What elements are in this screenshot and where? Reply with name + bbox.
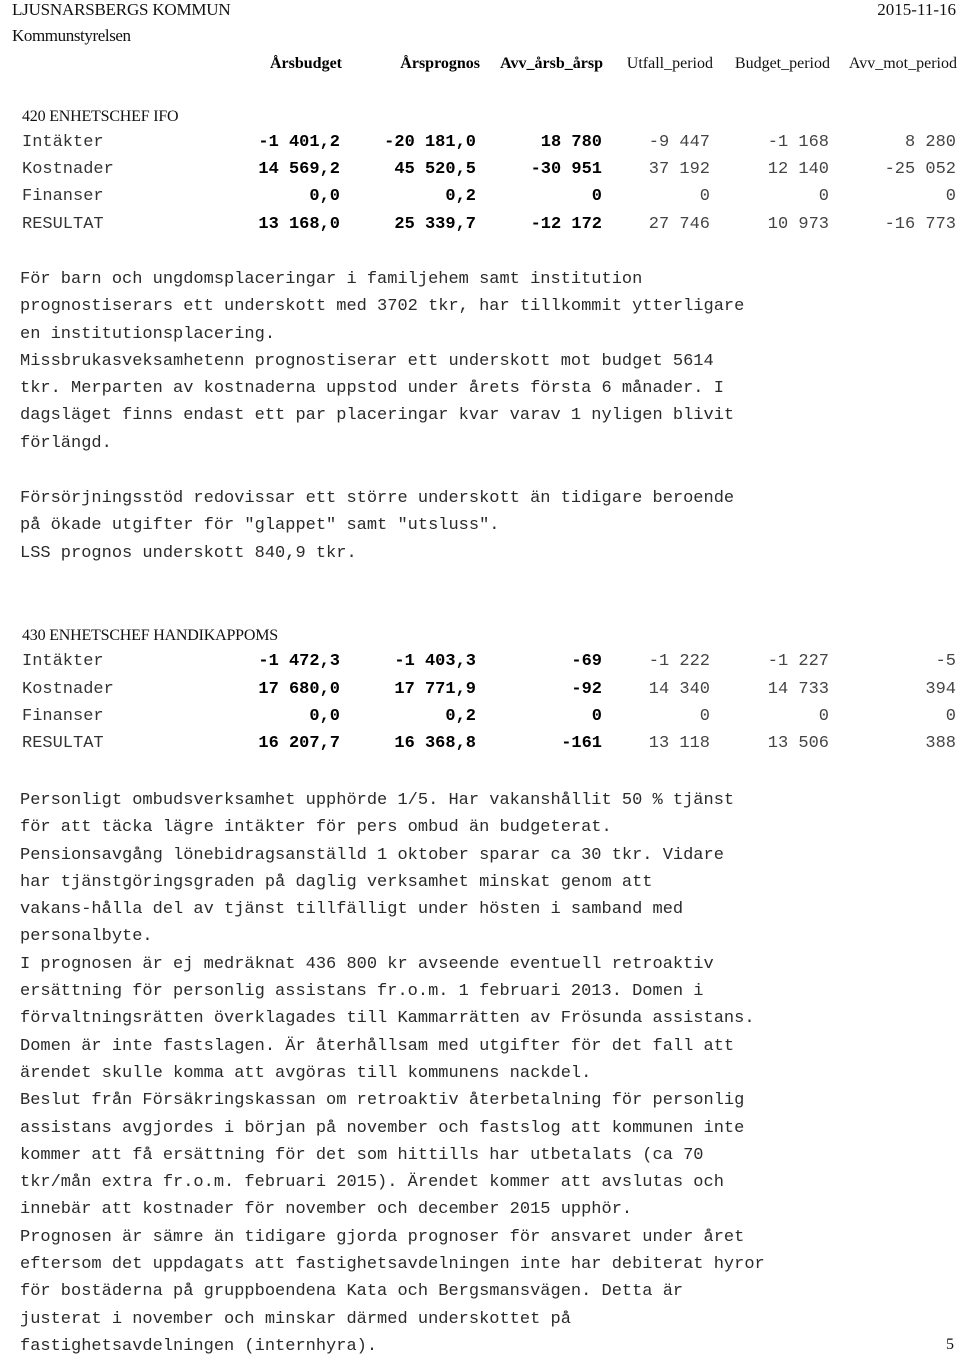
cell-utfall-period: 0: [699, 707, 710, 726]
cell-utfall-period: 37 192: [648, 160, 710, 179]
paragraph-line: justerat i november och minskar därmed underskottet på: [20, 1309, 571, 1329]
paragraph-line: tkr/mån extra fr.o.m. februari 2015). Ärendet kommer att avslutas och: [20, 1173, 724, 1193]
section-title-430: 430 ENHETSCHEF HANDIKAPPOMS: [22, 627, 278, 644]
column-header-utfall-period: Utfall_period: [626, 55, 713, 72]
paragraph-line: prognostiserars ett underskott med 3702 tkr, har tillkommit ytterligare: [20, 297, 745, 317]
cell-arsprognos: 25 339,7: [394, 215, 476, 234]
paragraph-line: Domen är inte fastslagen. Är återhållsam med utgifter för det fall att: [20, 1036, 735, 1056]
paragraph-line: LSS prognos underskott 840,9 tkr.: [20, 543, 357, 563]
cell-arsbudget: 0,0: [309, 187, 340, 206]
column-header-budget-period: Budget_period: [734, 55, 830, 72]
paragraph-line: Missbrukasveksamhetenn prognostiserar ett underskott mot budget 5614: [20, 351, 714, 371]
table-row-resultat: [0, 734, 960, 760]
row-label: Intäkter: [22, 133, 104, 152]
paragraph-line: Personligt ombudsverksamhet upphörde 1/5. Har vakanshållit 50 % tjänst: [20, 791, 735, 810]
cell-avv-mot-period: 8 280: [904, 133, 956, 152]
cell-arsbudget: -1 472,3: [258, 652, 340, 671]
paragraph-line: Prognosen är sämre än tidigare gjorda prognoser för ansvaret under året: [20, 1227, 745, 1247]
cell-budget-period: -1 227: [767, 652, 829, 671]
cell-arsprognos: 0,2: [445, 707, 476, 726]
cell-budget-period: 12 140: [767, 160, 829, 179]
cell-arsprognos: -1 403,3: [394, 652, 476, 671]
cell-arsbudget: 0,0: [309, 707, 340, 726]
paragraph-line: ärendet skulle komma att avgöras till kommunens nackdel.: [20, 1063, 592, 1083]
paragraph-line: fastighetsavdelningen (internhyra).: [20, 1336, 378, 1356]
paragraph-line: För barn och ungdomsplaceringar i familjehem samt institution: [20, 270, 643, 289]
cell-arsbudget: 14 569,2: [258, 160, 340, 179]
cell-utfall-period: -1 222: [648, 652, 710, 671]
paragraph-line: assistans avgjordes i början på november och fastslog att kommunen inte: [20, 1118, 745, 1138]
column-header-avv-mot-period: Avv_mot_period: [848, 55, 957, 72]
column-header-arsprognos: Årsprognos: [400, 55, 480, 72]
organization-name: LJUSNARSBERGS KOMMUN: [12, 0, 231, 19]
paragraph-line: tkr. Merparten av kostnaderna uppstod under årets första 6 månader. I: [20, 379, 724, 399]
department-name: Kommunstyrelsen: [12, 26, 131, 45]
paragraph-line: kommer att få ersättning för det som hittills har utbetalats (ca 70: [20, 1145, 704, 1165]
paragraph-line: har tjänstgöringsgraden på daglig verksamhet minskat genom att: [20, 872, 653, 892]
paragraph-line: förvaltningsrätten överklagades till Kammarrätten av Frösunda assistans.: [20, 1009, 755, 1029]
table-row-intakter: [0, 652, 960, 678]
table-row-finanser: [0, 707, 960, 733]
paragraph-line: personalbyte.: [20, 927, 153, 947]
table-row-kostnader: [0, 680, 960, 706]
row-label: Kostnader: [22, 160, 114, 179]
cell-avv-mot-period: 388: [925, 734, 956, 753]
cell-avv-mot-period: -25 052: [884, 160, 956, 179]
column-header-avv-arsb-arsp: Avv_årsb_årsp: [500, 55, 603, 72]
paragraph-line: dagsläget finns endast ett par placeringar kvar varav 1 nyligen blivit: [20, 406, 735, 426]
table-row-intakter: [0, 133, 960, 159]
paragraph-line: Pensionsavgång lönebidragsanställd 1 oktober sparar ca 30 tkr. Vidare: [20, 845, 724, 865]
paragraph-line: på ökade utgifter för "glappet" samt "utsluss".: [20, 516, 500, 536]
cell-avv-arsb-arsp: 0: [591, 187, 602, 206]
cell-avv-arsb-arsp: -69: [571, 652, 602, 671]
paragraph-line: för bostäderna på gruppboendena Kata och Bergsmansvägen. Detta är: [20, 1282, 684, 1302]
table-row-kostnader: [0, 160, 960, 186]
cell-budget-period: 0: [818, 187, 829, 206]
paragraph-line: förlängd.: [20, 433, 112, 453]
cell-utfall-period: 13 118: [648, 734, 710, 753]
cell-budget-period: 0: [818, 707, 829, 726]
cell-avv-arsb-arsp: -30 951: [530, 160, 602, 179]
cell-avv-arsb-arsp: 18 780: [540, 133, 602, 152]
cell-arsprognos: 17 771,9: [394, 680, 476, 699]
cell-avv-mot-period: 0: [945, 707, 956, 726]
commentary-paragraph: [20, 266, 960, 457]
table-row-finanser: [0, 187, 960, 213]
cell-avv-arsb-arsp: -12 172: [530, 215, 602, 234]
row-label: Finanser: [22, 187, 104, 206]
paragraph-line: I prognosen är ej medräknat 436 800 kr avseende eventuell retroaktiv: [20, 954, 714, 974]
paragraph-line: eftersom det uppdagats att fastighetsavdelningen inte har debiterat hyror: [20, 1255, 765, 1275]
commentary-paragraph: [20, 787, 960, 1360]
report-date: 2015-11-16: [877, 0, 956, 19]
cell-avv-mot-period: -5: [935, 652, 956, 671]
cell-avv-mot-period: -16 773: [884, 215, 956, 234]
cell-avv-mot-period: 394: [925, 680, 956, 699]
paragraph-line: innebär att kostnader för november och december 2015 upphör.: [20, 1200, 633, 1220]
paragraph-line: vakans-hålla del av tjänst tillfälligt under hösten i samband med: [20, 900, 684, 920]
cell-utfall-period: 27 746: [648, 215, 710, 234]
cell-arsbudget: 16 207,7: [258, 734, 340, 753]
cell-arsprognos: 0,2: [445, 187, 476, 206]
paragraph-line: ersättning för personlig assistans fr.o.m. 1 februari 2013. Domen i: [20, 982, 704, 1002]
cell-arsbudget: 17 680,0: [258, 680, 340, 699]
row-label: Kostnader: [22, 680, 114, 699]
paragraph-line: för att täcka lägre intäkter för pers ombud än budgeterat.: [20, 818, 612, 838]
cell-budget-period: -1 168: [767, 133, 829, 152]
row-label: RESULTAT: [22, 215, 104, 234]
column-header-arsbudget: Årsbudget: [269, 55, 342, 72]
cell-budget-period: 10 973: [767, 215, 829, 234]
cell-arsbudget: 13 168,0: [258, 215, 340, 234]
cell-utfall-period: 14 340: [648, 680, 710, 699]
commentary-paragraph: [20, 485, 960, 567]
cell-avv-mot-period: 0: [945, 187, 956, 206]
cell-avv-arsb-arsp: 0: [591, 707, 602, 726]
section-title-420: 420 ENHETSCHEF IFO: [22, 108, 179, 125]
cell-arsprognos: 16 368,8: [394, 734, 476, 753]
row-label: Finanser: [22, 707, 104, 726]
row-label: Intäkter: [22, 652, 104, 671]
cell-avv-arsb-arsp: -92: [571, 680, 602, 699]
cell-budget-period: 14 733: [767, 680, 829, 699]
table-row-resultat: [0, 215, 960, 241]
cell-utfall-period: -9 447: [648, 133, 710, 152]
row-label: RESULTAT: [22, 734, 104, 753]
cell-avv-arsb-arsp: -161: [561, 734, 602, 753]
cell-utfall-period: 0: [699, 187, 710, 206]
cell-arsprognos: 45 520,5: [394, 160, 476, 179]
cell-arsprognos: -20 181,0: [384, 133, 476, 152]
paragraph-line: en institutionsplacering.: [20, 324, 276, 344]
paragraph-line: Försörjningsstöd redovissar ett större underskott än tidigare beroende: [20, 489, 735, 508]
cell-arsbudget: -1 401,2: [258, 133, 340, 152]
page-number: 5: [946, 1336, 954, 1353]
cell-budget-period: 13 506: [767, 734, 829, 753]
paragraph-line: Beslut från Försäkringskassan om retroaktiv återbetalning för personlig: [20, 1091, 745, 1111]
